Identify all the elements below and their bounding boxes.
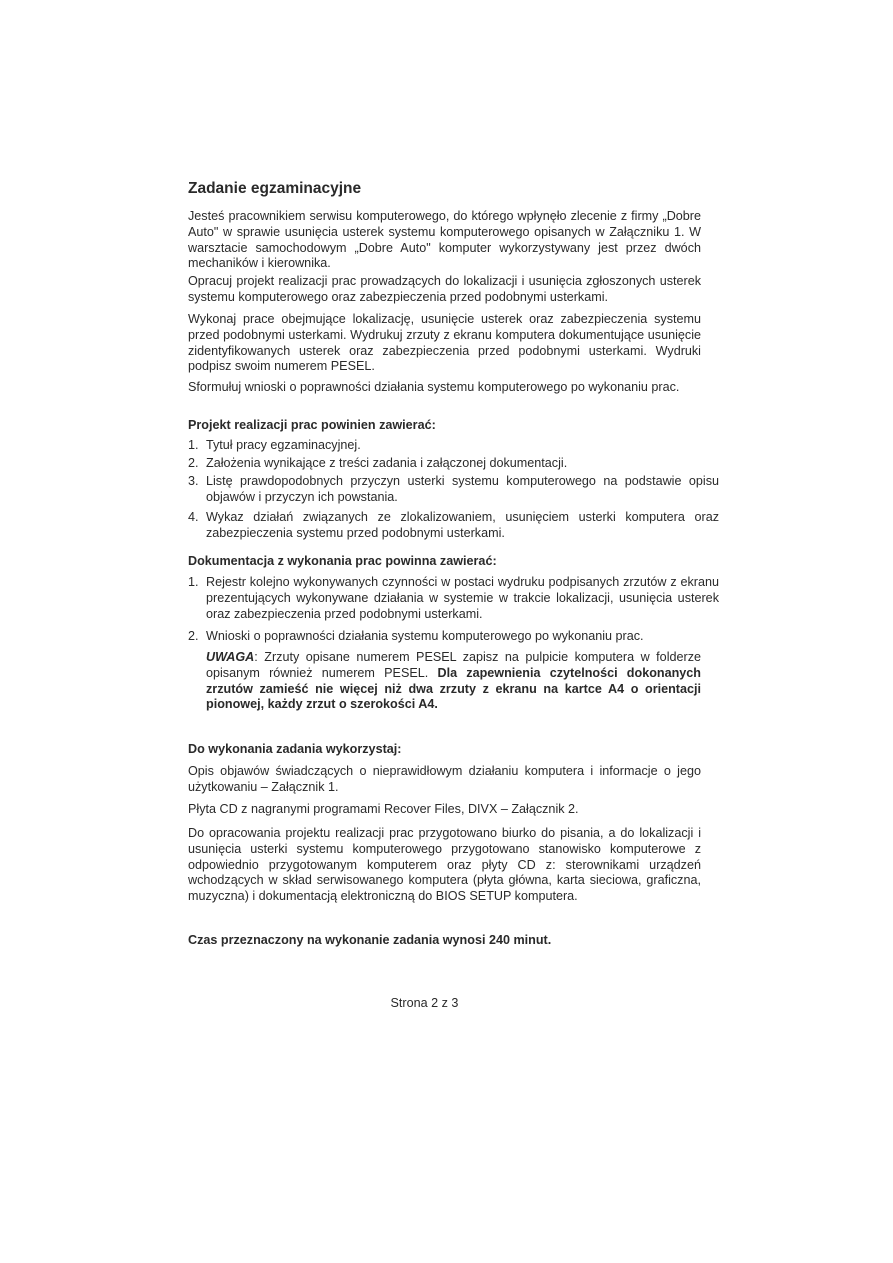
list-item — [188, 474, 719, 506]
page-number: Strona 2 z 3 — [390, 996, 459, 1010]
time-note: Czas przeznaczony na wykonanie zadania wynosi 240 minut. — [188, 933, 552, 947]
item-text: Tytuł pracy egzaminacyjnej. — [206, 438, 361, 452]
resource-paragraph: Opis objawów świadczących o nieprawidłowym działaniu komputera i informacje o jego użytkowaniu – Załącznik 1. — [188, 764, 701, 794]
item-text: Wykaz działań związanych ze zlokalizowaniem, usunięciem usterki komputera oraz zabezpieczenia systemu przed podobnymi usterkami. — [206, 510, 719, 540]
item-number: 3. — [188, 474, 199, 488]
page-title: Zadanie egzaminacyjne — [188, 180, 362, 197]
list-item — [188, 510, 719, 542]
item-text: Wnioski o poprawności działania systemu komputerowego po wykonaniu prac. — [206, 629, 644, 643]
item-text: Rejestr kolejno wykonywanych czynności w postaci wydruku podpisanych zrzutów z ekranu prezentujących wykonywane działania w systemie w trakcie lokalizacji, usunięcia usterek oraz zabezpieczenia przed podobnymi usterkami. — [206, 575, 719, 621]
item-number: 2. — [188, 629, 199, 643]
item-number: 1. — [188, 575, 199, 589]
note-label: UWAGA — [206, 650, 255, 664]
list-item — [188, 438, 719, 454]
item-number: 2. — [188, 456, 199, 470]
note-text: : Zrzuty opisane numerem PESEL zapisz na pulpicie komputera w folderze opisanym również numerem PESEL. — [206, 650, 701, 680]
item-text: Listę prawdopodobnych przyczyn usterki systemu komputerowego na podstawie opisu objawów i przyczyn ich powstania. — [206, 474, 719, 504]
item-number: 1. — [188, 438, 199, 452]
task-paragraph: Opracuj projekt realizacji prac prowadzących do lokalizacji i usunięcia zgłoszonych usterek systemu komputerowego oraz zabezpieczenia przed podobnymi usterkami. — [188, 274, 701, 304]
list-item — [188, 456, 719, 472]
intro-paragraph: Jesteś pracownikiem serwisu komputerowego, do którego wpłynęło zlecenie z firmy „Dobre Auto" w sprawie usunięcia usterek systemu komputerowego opisanych w Załączniku 1. W warsztacie samochodowym „Dobre Auto" komputer wykorzystywany jest przez dwóch mechaników i kierownika. — [188, 209, 701, 271]
resources-heading: Do wykonania zadania wykorzystaj: — [188, 742, 402, 756]
documentation-heading: Dokumentacja z wykonania prac powinna zawierać: — [188, 554, 497, 568]
project-heading: Projekt realizacji prac powinien zawierać: — [188, 418, 436, 432]
work-paragraph: Wykonaj prace obejmujące lokalizację, usunięcie usterek oraz zabezpieczenia systemu przed podobnymi usterkami. Wydrukuj zrzuty z ekranu komputera dokumentujące usunięcie zidentyfikowanych usterek oraz zabezpieczenia przed podobnymi usterkami. Wydruki podpisz swoim numerem PESEL. — [188, 312, 701, 374]
list-item — [188, 575, 719, 622]
note-bold-text: Dla zapewnienia czytelności dokonanych zrzutów zamieść nie więcej niż dwa zrzuty z ekranu na kartce A4 o orientacji pionowej, każdy zrzut o szerokości A4. — [206, 665, 701, 712]
item-text: Założenia wynikające z treści zadania i załączonej dokumentacji. — [206, 456, 568, 470]
list-item — [188, 629, 719, 645]
note-paragraph — [206, 650, 701, 713]
conclusions-paragraph: Sformułuj wnioski o poprawności działania systemu komputerowego po wykonaniu prac. — [188, 380, 680, 394]
item-number: 4. — [188, 510, 199, 524]
resource-paragraph: Płyta CD z nagranymi programami Recover Files, DIVX – Załącznik 2. — [188, 802, 579, 816]
resource-paragraph: Do opracowania projektu realizacji prac przygotowano biurko do pisania, a do lokalizacji i usunięcia usterki systemu komputerowego przygotowano stanowisko komputerowe z odpowiednio przygotowanym komputerem oraz płyty CD z: sterownikami urządzeń wchodzących w skład serwisowanego komputera (płyta główna, karta sieciowa, graficzna, muzyczna) i dokumentacją elektroniczną do BIOS SETUP komputera. — [188, 826, 701, 904]
